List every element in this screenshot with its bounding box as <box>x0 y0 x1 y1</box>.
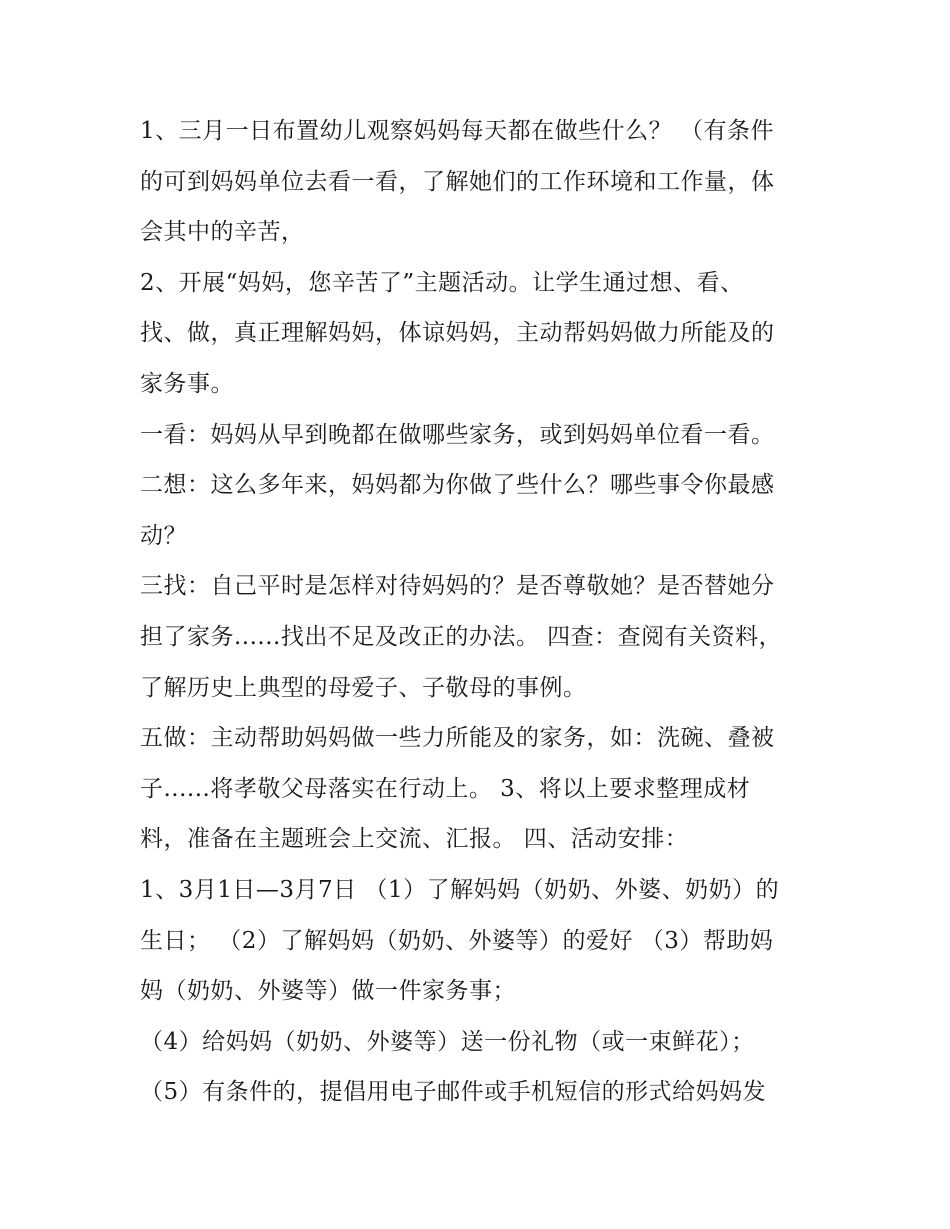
text-line: 生日； （2）了解妈妈（奶奶、外婆等）的爱好 （3）帮助妈 <box>140 927 774 954</box>
text-line: 三找：自己平时是怎样对待妈妈的？是否尊敬她？是否替她分 <box>140 573 775 600</box>
text-line: 会其中的辛苦， <box>140 219 305 246</box>
text-line: 动？ <box>140 522 187 549</box>
text-line: （5）有条件的，提倡用电子邮件或手机短信的形式给妈妈发 <box>140 1079 767 1106</box>
text-line: 料，准备在主题班会上交流、汇报。 四、活动安排： <box>140 826 689 853</box>
document-body <box>140 106 830 1118</box>
text-line: 1、3月1日—3月7日 （1）了解妈妈（奶奶、外婆、奶奶）的 <box>140 876 780 903</box>
text-line: 家务事。 <box>140 370 234 397</box>
text-line: 一看：妈妈从早到晚都在做哪些家务，或到妈妈单位看一看。 <box>140 421 775 448</box>
text-line: 找、做，真正理解妈妈，体谅妈妈，主动帮妈妈做力所能及的 <box>140 320 775 347</box>
text-line: 的可到妈妈单位去看一看，了解她们的工作环境和工作量，体 <box>140 168 775 195</box>
text-line: （4）给妈妈（奶奶、外婆等）送一份礼物（或一束鲜花）； <box>140 1028 755 1055</box>
text-line: 2、开展“妈妈，您辛苦了”主题活动。让学生通过想、看、 <box>140 269 744 296</box>
text-line: 五做：主动帮助妈妈做一些力所能及的家务，如：洗碗、叠被 <box>140 725 775 752</box>
text-line: 二想：这么多年来，妈妈都为你做了些什么？哪些事令你最感 <box>140 472 775 499</box>
text-line: 妈（奶奶、外婆等）做一件家务事； <box>140 978 516 1005</box>
text-line: 子......将孝敬父母落实在行动上。 3、将以上要求整理成材 <box>140 775 751 802</box>
text-line: 担了家务......找出不足及改正的办法。 四查：查阅有关资料， <box>140 623 783 650</box>
text-line: 了解历史上典型的母爱子、子敬母的事例。 <box>140 674 587 701</box>
text-line: 1、三月一日布置幼儿观察妈妈每天都在做些什么？ （有条件 <box>140 118 774 144</box>
